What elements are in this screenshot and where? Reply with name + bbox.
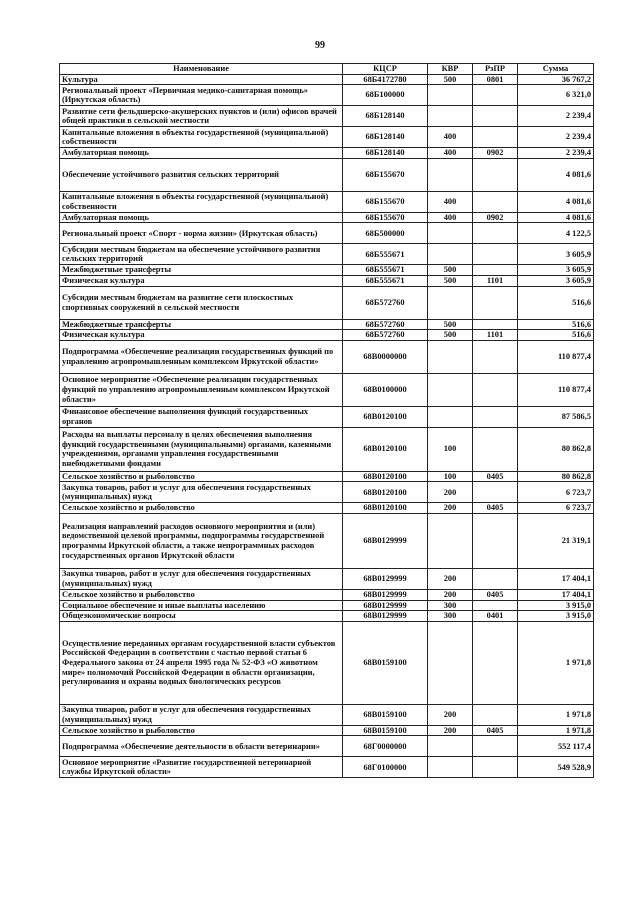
table-cell-rzpr: 0801: [473, 74, 518, 85]
table-cell-kvr: [428, 286, 473, 319]
table-cell-sum: 4 081,6: [518, 191, 594, 212]
table-cell-rzpr: 0902: [473, 148, 518, 159]
table-cell-code: 68В0159100: [343, 621, 428, 704]
table-cell-name: Региональный проект «Спорт - норма жизни» (Иркутская область): [60, 223, 343, 244]
table-cell-kvr: [428, 621, 473, 704]
table-cell-code: 68Б128140: [343, 106, 428, 127]
table-cell-name: Субсидии местным бюджетам на обеспечение устойчивого развития сельских территорий: [60, 244, 343, 265]
table-cell-code: 68В0120100: [343, 406, 428, 427]
table-cell-kvr: [428, 513, 473, 568]
table-cell-rzpr: [473, 265, 518, 276]
table-cell-rzpr: [473, 406, 518, 427]
table-row: [60, 427, 594, 471]
table-cell-code: 68Б155670: [343, 191, 428, 212]
table-cell-sum: 3 605,9: [518, 275, 594, 286]
table-row: [60, 736, 594, 757]
table-cell-name: Общеэкономические вопросы: [60, 611, 343, 622]
table-cell-sum: 80 862,8: [518, 471, 594, 482]
table-cell-name: Закупка товаров, работ и услуг для обеспечения государственных (муниципальных) нужд: [60, 704, 343, 725]
table-cell-sum: 21 319,1: [518, 513, 594, 568]
table-row: [60, 482, 594, 503]
table-cell-name: Социальное обеспечение и иные выплаты населению: [60, 600, 343, 611]
table-row: [60, 191, 594, 212]
table-cell-kvr: 400: [428, 191, 473, 212]
table-row: [60, 158, 594, 191]
table-cell-sum: 4 122,5: [518, 223, 594, 244]
table-row: [60, 275, 594, 286]
table-row: [60, 265, 594, 276]
table-cell-code: 68В0120100: [343, 503, 428, 514]
table-cell-rzpr: [473, 319, 518, 330]
table-cell-sum: 36 767,2: [518, 74, 594, 85]
table-cell-name: Культура: [60, 74, 343, 85]
table-cell-code: 68Б555671: [343, 275, 428, 286]
table-cell-name: Капитальные вложения в объекты государственной (муниципальной) собственности: [60, 191, 343, 212]
table-cell-code: 68Б155670: [343, 212, 428, 223]
table-cell-kvr: [428, 106, 473, 127]
table-row: [60, 148, 594, 159]
table-cell-rzpr: [473, 736, 518, 757]
table-cell-name: Осуществление переданных органам государственной власти субъектов Российской Федерации в соответствии с частью первой статьи 6 Федерального закона от 24 апреля 1995 года № 52-ФЗ «О животном мире» полномочий Российской Федерации в области организации, регулирования и охраны водных биологических ресурсов: [60, 621, 343, 704]
table-cell-sum: 516,6: [518, 319, 594, 330]
table-cell-rzpr: [473, 704, 518, 725]
table-cell-sum: 3 915,0: [518, 611, 594, 622]
table-row: [60, 244, 594, 265]
table-cell-code: 68Б572760: [343, 319, 428, 330]
table-cell-kvr: 200: [428, 503, 473, 514]
table-row: [60, 373, 594, 406]
table-cell-rzpr: [473, 757, 518, 778]
table-cell-rzpr: 0405: [473, 589, 518, 600]
table-cell-name: Закупка товаров, работ и услуг для обеспечения государственных (муниципальных) нужд: [60, 482, 343, 503]
table-cell-name: Развитие сети фельдшерско-акушерских пунктов и (или) офисов врачей общей практики в сельской местности: [60, 106, 343, 127]
table-cell-name: Сельское хозяйство и рыболовство: [60, 503, 343, 514]
table-cell-name: Основное мероприятие «Развитие государственной ветеринарной службы Иркутской области»: [60, 757, 343, 778]
table-cell-code: 68Б555671: [343, 265, 428, 276]
table-cell-sum: 110 877,4: [518, 340, 594, 373]
table-cell-rzpr: [473, 223, 518, 244]
table-row: [60, 406, 594, 427]
budget-table: [59, 63, 594, 778]
table-cell-kvr: 500: [428, 74, 473, 85]
table-cell-code: 68В0129999: [343, 600, 428, 611]
column-header-kvr: КВР: [428, 64, 473, 75]
table-cell-sum: 3 605,9: [518, 265, 594, 276]
table-cell-code: 68В0159100: [343, 704, 428, 725]
table-cell-rzpr: [473, 286, 518, 319]
table-cell-kvr: 200: [428, 568, 473, 589]
table-row: [60, 725, 594, 736]
table-cell-kvr: [428, 158, 473, 191]
table-cell-code: 68В0129999: [343, 589, 428, 600]
table-cell-rzpr: [473, 373, 518, 406]
table-cell-rzpr: [473, 85, 518, 106]
table-row: [60, 319, 594, 330]
table-cell-name: Реализация направлений расходов основного мероприятия и (или) ведомственной целевой программы, подпрограммы государственной программы Иркутской области, а также непрограммных расходов государственных органов Иркутской области: [60, 513, 343, 568]
table-cell-code: 68В0129999: [343, 611, 428, 622]
table-cell-name: Субсидии местным бюджетам на развитие сети плоскостных спортивных сооружений в сельской местности: [60, 286, 343, 319]
table-row: [60, 127, 594, 148]
table-cell-rzpr: [473, 191, 518, 212]
table-row: [60, 85, 594, 106]
table-row: [60, 286, 594, 319]
table-cell-sum: 2 239,4: [518, 127, 594, 148]
table-cell-code: 68Б555671: [343, 244, 428, 265]
page-number: 99: [315, 40, 325, 51]
table-row: [60, 330, 594, 341]
table-cell-code: 68В0000000: [343, 340, 428, 373]
table-cell-rzpr: [473, 340, 518, 373]
table-cell-kvr: 200: [428, 482, 473, 503]
table-cell-code: 68Б128140: [343, 127, 428, 148]
table-cell-sum: 2 239,4: [518, 148, 594, 159]
table-cell-kvr: 100: [428, 427, 473, 471]
table-cell-kvr: 400: [428, 127, 473, 148]
table-cell-rzpr: [473, 127, 518, 148]
table-cell-rzpr: 0405: [473, 725, 518, 736]
table-cell-code: 68Б100000: [343, 85, 428, 106]
table-cell-code: 68Б128140: [343, 148, 428, 159]
table-cell-name: Обеспечение устойчивого развития сельских территорий: [60, 158, 343, 191]
table-cell-kvr: [428, 736, 473, 757]
table-cell-rzpr: [473, 621, 518, 704]
table-cell-rzpr: [473, 568, 518, 589]
table-row: [60, 611, 594, 622]
table-cell-code: 68Б572760: [343, 286, 428, 319]
table-cell-name: Финансовое обеспечение выполнения функций государственных органов: [60, 406, 343, 427]
table-row: [60, 503, 594, 514]
table-row: [60, 568, 594, 589]
table-cell-code: 68Б500000: [343, 223, 428, 244]
table-cell-kvr: [428, 757, 473, 778]
table-cell-rzpr: 1101: [473, 330, 518, 341]
table-cell-sum: 1 971,8: [518, 725, 594, 736]
table-cell-sum: 3 915,0: [518, 600, 594, 611]
table-cell-code: 68В0120100: [343, 427, 428, 471]
table-cell-rzpr: [473, 427, 518, 471]
column-header-name: Наименование: [60, 64, 343, 75]
table-cell-name: Региональный проект «Первичная медико-санитарная помощь» (Иркутская область): [60, 85, 343, 106]
table-cell-sum: 87 586,5: [518, 406, 594, 427]
table-cell-kvr: 500: [428, 330, 473, 341]
table-cell-sum: 516,6: [518, 286, 594, 319]
table-cell-sum: 17 404,1: [518, 589, 594, 600]
table-cell-code: 68Г0000000: [343, 736, 428, 757]
table-cell-sum: 6 723,7: [518, 482, 594, 503]
table-row: [60, 704, 594, 725]
table-cell-sum: 1 971,8: [518, 621, 594, 704]
table-cell-name: Основное мероприятие «Обеспечение реализации государственных функций по управлению агропромышленным комплексом Иркутской области»: [60, 373, 343, 406]
table-cell-sum: 6 321,0: [518, 85, 594, 106]
table-cell-name: Расходы на выплаты персоналу в целях обеспечения выполнения функций государственными (муниципальными) органами, казенными учреждениями, органами управления государственными внебюджетными фондами: [60, 427, 343, 471]
table-cell-sum: 110 877,4: [518, 373, 594, 406]
table-cell-name: Межбюджетные трансферты: [60, 265, 343, 276]
table-cell-code: 68В0120100: [343, 482, 428, 503]
table-cell-sum: 549 528,9: [518, 757, 594, 778]
table-cell-code: 68Б4172780: [343, 74, 428, 85]
table-cell-name: Амбулаторная помощь: [60, 148, 343, 159]
table-row: [60, 212, 594, 223]
table-cell-name: Сельское хозяйство и рыболовство: [60, 589, 343, 600]
table-row: [60, 106, 594, 127]
table-cell-sum: 2 239,4: [518, 106, 594, 127]
table-cell-kvr: 200: [428, 704, 473, 725]
table-cell-code: 68Г0100000: [343, 757, 428, 778]
table-cell-rzpr: [473, 600, 518, 611]
column-header-rzpr: РзПР: [473, 64, 518, 75]
table-cell-sum: 552 117,4: [518, 736, 594, 757]
table-header-row: [60, 64, 594, 75]
table-cell-kvr: [428, 244, 473, 265]
table-cell-name: Физическая культура: [60, 275, 343, 286]
table-cell-sum: 4 081,6: [518, 158, 594, 191]
table-body: [60, 74, 594, 778]
table-cell-code: 68В0129999: [343, 513, 428, 568]
table-cell-rzpr: [473, 244, 518, 265]
table-row: [60, 223, 594, 244]
table-cell-kvr: [428, 373, 473, 406]
table-cell-kvr: 400: [428, 212, 473, 223]
table-cell-code: 68В0159100: [343, 725, 428, 736]
table-row: [60, 513, 594, 568]
column-header-sum: Сумма: [518, 64, 594, 75]
table-cell-kvr: 500: [428, 265, 473, 276]
table-cell-sum: 516,6: [518, 330, 594, 341]
table-cell-kvr: 300: [428, 600, 473, 611]
table-cell-rzpr: 0902: [473, 212, 518, 223]
table-cell-rzpr: [473, 106, 518, 127]
table-cell-rzpr: 1101: [473, 275, 518, 286]
table-cell-code: 68Б572760: [343, 330, 428, 341]
table-cell-name: Закупка товаров, работ и услуг для обеспечения государственных (муниципальных) нужд: [60, 568, 343, 589]
table-cell-kvr: 100: [428, 471, 473, 482]
table-cell-name: Физическая культура: [60, 330, 343, 341]
table-cell-kvr: [428, 406, 473, 427]
table-cell-sum: 80 862,8: [518, 427, 594, 471]
table-cell-rzpr: [473, 513, 518, 568]
table-row: [60, 74, 594, 85]
table-cell-rzpr: 0405: [473, 503, 518, 514]
table-cell-rzpr: [473, 482, 518, 503]
table-cell-kvr: 200: [428, 725, 473, 736]
table-cell-rzpr: 0401: [473, 611, 518, 622]
table-row: [60, 589, 594, 600]
table-cell-name: Сельское хозяйство и рыболовство: [60, 725, 343, 736]
table-cell-name: Сельское хозяйство и рыболовство: [60, 471, 343, 482]
table-cell-sum: 6 723,7: [518, 503, 594, 514]
table-cell-name: Подпрограмма «Обеспечение деятельности в области ветеринарии»: [60, 736, 343, 757]
table-cell-kvr: 300: [428, 611, 473, 622]
table-cell-kvr: [428, 223, 473, 244]
table-cell-name: Подпрограмма «Обеспечение реализации государственных функций по управлению агропромышленным комплексом Иркутской области»: [60, 340, 343, 373]
table-cell-code: 68В0129999: [343, 568, 428, 589]
table-cell-kvr: 200: [428, 589, 473, 600]
table-row: [60, 600, 594, 611]
table-cell-name: Амбулаторная помощь: [60, 212, 343, 223]
table-cell-kvr: 500: [428, 275, 473, 286]
table-cell-kvr: [428, 340, 473, 373]
table-cell-code: 68В0100000: [343, 373, 428, 406]
table-cell-sum: 17 404,1: [518, 568, 594, 589]
table-cell-kvr: 500: [428, 319, 473, 330]
table-row: [60, 471, 594, 482]
table-row: [60, 340, 594, 373]
table-cell-kvr: 400: [428, 148, 473, 159]
table-cell-rzpr: 0405: [473, 471, 518, 482]
table-cell-code: 68Б155670: [343, 158, 428, 191]
column-header-code: КЦСР: [343, 64, 428, 75]
table-cell-rzpr: [473, 158, 518, 191]
table-cell-sum: 4 081,6: [518, 212, 594, 223]
table-cell-code: 68В0120100: [343, 471, 428, 482]
table-cell-name: Капитальные вложения в объекты государственной (муниципальной) собственности: [60, 127, 343, 148]
table-cell-sum: 1 971,8: [518, 704, 594, 725]
table-cell-kvr: [428, 85, 473, 106]
table-row: [60, 757, 594, 778]
table-cell-name: Межбюджетные трансферты: [60, 319, 343, 330]
table-cell-sum: 3 605,9: [518, 244, 594, 265]
table-row: [60, 621, 594, 704]
